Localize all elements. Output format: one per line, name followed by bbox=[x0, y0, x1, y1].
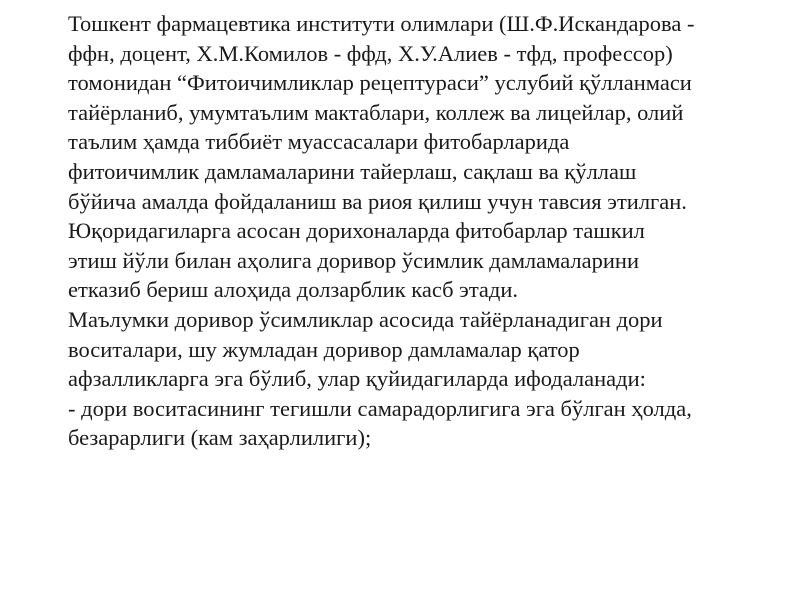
text-line-5: таълим ҳамда тиббиёт муассасалари фитобарларида bbox=[68, 129, 570, 155]
text-line-7: бўйича амалда фойдаланиш ва риоя қилиш учун тавсия этилган. bbox=[68, 188, 687, 214]
text-line-1: Тошкент фармацевтика институти олимлари (Ш.Ф.Искандарова - bbox=[68, 11, 695, 36]
text-line-3: томонидан “Фитоичимликлар рецептураси” услубий қўлланмаси bbox=[68, 70, 692, 96]
text-line-8: Юқоридагиларга асосан дорихоналарда фитобарлар ташкил bbox=[68, 218, 645, 244]
text-line-10: етказиб бериш алоҳида долзарблик касб этади. bbox=[68, 277, 519, 303]
text-line-11: Маълумки доривор ўсимликлар асосида тайёрланадиган дори bbox=[68, 306, 663, 332]
text-line-6: фитоичимлик дамламаларини тайерлаш, сақлаш ва қўллаш bbox=[68, 158, 637, 184]
text-line-15: безарарлиги (кам заҳарлилиги); bbox=[68, 425, 372, 451]
text-line-14: - дори воситасининг тегишли самарадорлигига эга бўлган ҳолда, bbox=[68, 395, 692, 421]
text-line-13: афзалликларга эга бўлиб, улар қуйидагиларда ифодаланади: bbox=[68, 366, 646, 392]
text-line-9: этиш йўли билан аҳолига доривор ўсимлик дамламаларини bbox=[68, 247, 640, 273]
text-line-2: ффн, доцент, Х.М.Комилов - ффд, Х.У.Алиев - тфд, профессор) bbox=[68, 40, 673, 66]
text-line-4: тайёрланиб, умумтаълим мактаблари, коллеж ва лицейлар, олий bbox=[68, 99, 684, 125]
document-text bbox=[68, 9, 788, 453]
text-line-12: воситалари, шу жумладан доривор дамламалар қатор bbox=[68, 336, 580, 362]
